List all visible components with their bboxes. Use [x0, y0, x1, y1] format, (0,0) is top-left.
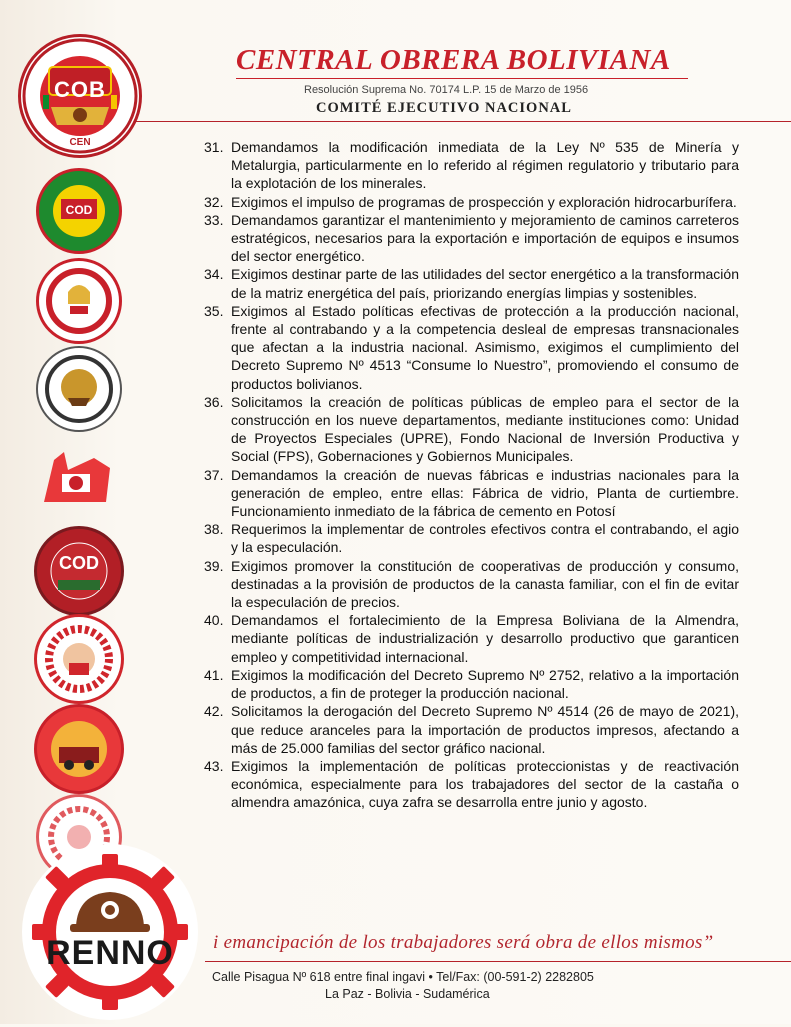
item-number: 43. [204, 757, 224, 774]
cod-seal-4-graphic [34, 440, 120, 520]
cod-seal-6-graphic [43, 623, 115, 695]
list-item [204, 393, 739, 466]
list-item [204, 265, 739, 301]
title-underline [236, 78, 688, 79]
cod-seal-3-graphic [44, 354, 114, 424]
resolution-line: Resolución Suprema No. 70174 L.P. 15 de Marzo de 1956 [304, 84, 589, 96]
cod-seal-2 [36, 258, 122, 344]
item-number: 32. [204, 193, 224, 210]
item-number: 39. [204, 557, 224, 574]
cod-seal-3 [36, 346, 122, 432]
list-item [204, 757, 739, 812]
cod-seal-7-graphic [43, 713, 115, 785]
list-item [204, 557, 739, 612]
committee-name: COMITÉ EJECUTIVO NACIONAL [316, 100, 572, 116]
svg-text:COD: COD [65, 203, 93, 217]
renno-logo [20, 842, 200, 1022]
cod-seal-4 [34, 440, 120, 520]
item-number: 35. [204, 302, 224, 319]
item-number: 36. [204, 393, 224, 410]
cod-seal-7 [34, 704, 124, 794]
cob-seal-label: COB [54, 77, 106, 102]
item-text: Demandamos garantizar el mantenimiento y mejoramiento de caminos carreteros estratégicos, necesarios para la exportación e importación de equipos e insumos del sector energético. [231, 211, 739, 265]
item-text: Exigimos destinar parte de las utilidades del sector energético a la transformación de la matriz energética del país, priorizando energías limpias y sostenibles. [231, 266, 739, 301]
item-text: Solicitamos la derogación del Decreto Supremo Nº 4514 (26 de mayo de 2021), que reduce aranceles para la importación de productos impresos, afectando a más de 25.000 familias del sector gráfico nacional. [231, 703, 739, 756]
list-item [204, 666, 739, 702]
footer-motto: i emancipación de los trabajadores será obra de ellos mismos” [213, 932, 714, 953]
cob-seal [18, 34, 142, 158]
demands-list [204, 138, 739, 812]
item-text: Exigimos al Estado políticas efectivas de protección a la producción nacional, frente al contrabando y a la competencia desleal de empresas transnacionales que afectan a la industria nacional. Asimismo, exigimos el cumplimiento del Decreto Supremo Nº 4513 “Consume lo Nuestro”, promoviendo el consumo de productos bolivianos. [231, 302, 739, 392]
cob-seal-sub: CEN [69, 137, 91, 148]
footer-address: Calle Pisagua Nº 618 entre final ingavi • Tel/Fax: (00-591-2) 2282805 [212, 970, 594, 984]
footer-city: La Paz - Bolivia - Sudamérica [325, 987, 490, 1001]
item-text: Exigimos la modificación del Decreto Supremo Nº 2752, relativo a la importación de productos, a fin de proteger la producción nacional. [231, 666, 739, 702]
item-number: 40. [204, 612, 224, 629]
item-text: Demandamos el fortalecimiento de la Empresa Boliviana de la Almendra, mediante políticas de industrialización y desarrollo productivo que garanticen empleo y competitividad internacional. [231, 612, 739, 665]
list-item [204, 702, 739, 757]
renno-gear-graphic [20, 842, 200, 1022]
cod-seal-2-graphic [46, 268, 112, 334]
list-item [204, 611, 739, 666]
header-divider [130, 121, 791, 122]
item-text: Demandamos la modificación inmediata de la Ley Nº 535 de Minería y Metalurgia, particularmente en lo referido al régimen regulatorio y tributario para la explotación de los minerales. [231, 139, 739, 192]
item-text: Demandamos la creación de nuevas fábricas e industrias nacionales para la generación de empleo, entre ellas: Fábrica de vidrio, Planta de curtiembre. Funcionamiento inmediato de la fábrica de cemento en Potosí [231, 466, 739, 520]
cod-seal-5-label: COD [59, 553, 99, 573]
item-number: 34. [204, 266, 224, 283]
list-item [204, 211, 739, 266]
list-item [204, 466, 739, 521]
cod-seal-1-graphic [49, 181, 109, 241]
list-item [204, 193, 739, 211]
item-number: 41. [204, 666, 224, 683]
cod-seal-1 [36, 168, 122, 254]
item-text: Exigimos promover la constitución de cooperativas de producción y consumo, destinadas a la provisión de productos de la canasta familiar, con el fin de evitar la especulación de precios. [231, 557, 739, 611]
renno-logo-label: RENNO [46, 934, 174, 972]
item-text: Solicitamos la creación de políticas públicas de empleo para el sector de la construcción en los nueve departamentos, mediante instituciones como: Unidad de Proyectos Especiales (UPRE), Fondo Nacional de Inversión Productiva y Social (FPS), Gobernaciones y Gobiernos Municipales. [231, 393, 739, 465]
item-number: 38. [204, 521, 224, 538]
footer-divider [205, 961, 791, 962]
item-text: Exigimos la implementación de políticas proteccionistas y de reactivación económica, especialmente para los trabajadores del sector de la castaña o almendra amazónica, cuya zafra se desarrolla entre junio y agosto. [231, 757, 739, 811]
list-item [204, 520, 739, 556]
cod-seal-6 [34, 614, 124, 704]
list-item [204, 302, 739, 393]
org-title: CENTRAL OBRERA BOLIVIANA [236, 44, 671, 76]
item-text: Exigimos el impulso de programas de prospección y exploración hidrocarburífera. [231, 193, 737, 210]
item-number: 42. [204, 703, 224, 720]
item-number: 37. [204, 466, 224, 483]
item-number: 31. [204, 139, 224, 155]
item-number: 33. [204, 211, 224, 228]
item-text: Requerimos la implementar de controles efectivos contra el contrabando, el agio y la especulación. [231, 521, 739, 556]
list-item [204, 138, 739, 193]
cod-seal-5 [34, 526, 124, 616]
